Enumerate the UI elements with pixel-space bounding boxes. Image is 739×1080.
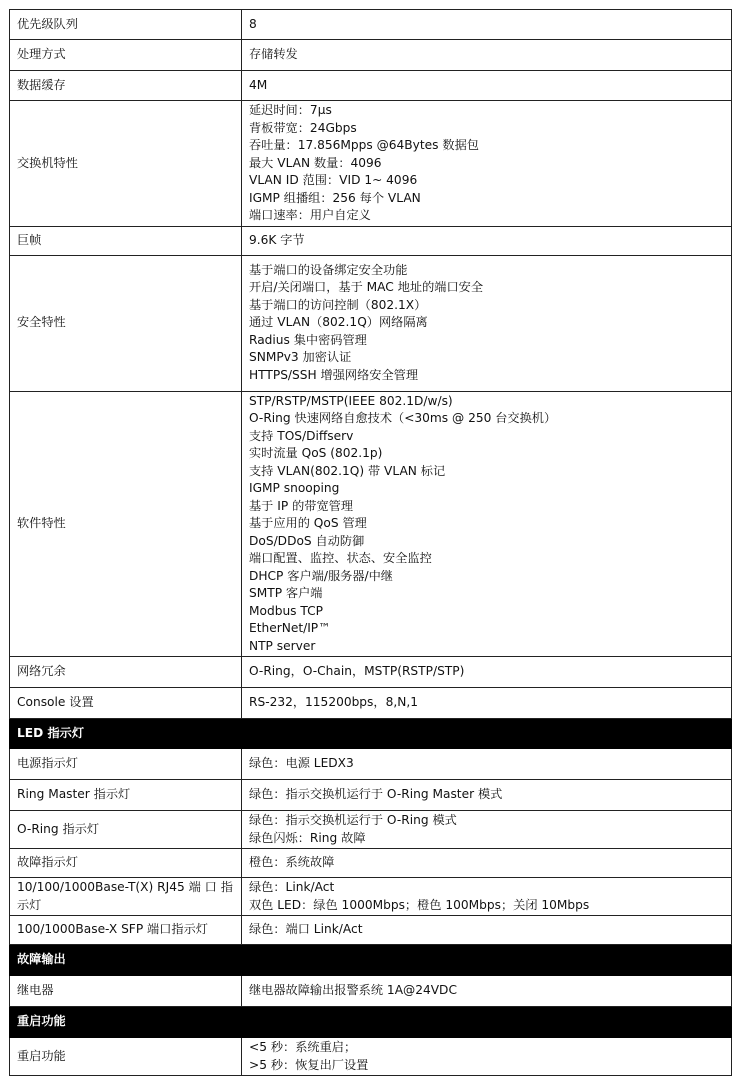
spec-label-cell bbox=[10, 226, 242, 255]
spec-label: 100/1000Base-X SFP 端口指示灯 bbox=[17, 922, 208, 937]
spec-value-line: 端口速率：用户自定义 bbox=[249, 208, 371, 222]
spec-label-cell bbox=[10, 849, 242, 878]
spec-value-line: IGMP snooping bbox=[249, 481, 340, 495]
spec-row bbox=[10, 976, 732, 1007]
spec-value-line: SNMPv3 加密认证 bbox=[249, 350, 352, 365]
spec-value-line: 绿色：端口 Link/Act bbox=[249, 922, 363, 937]
spec-label-cell bbox=[10, 71, 242, 101]
spec-value-cell bbox=[242, 657, 732, 688]
spec-value-line: DHCP 客户端/服务器/中继 bbox=[249, 568, 393, 583]
spec-value-line: 双色 LED：绿色 1000Mbps；橙色 100Mbps；关闭 10Mbps bbox=[249, 897, 590, 912]
spec-value-line: O-Ring，O-Chain，MSTP(RSTP/STP) bbox=[249, 664, 465, 679]
spec-label: 数据缓存 bbox=[17, 77, 66, 92]
spec-label: 10/100/1000Base-T(X) RJ45 端 口 指示灯 bbox=[17, 880, 233, 912]
spec-row bbox=[10, 71, 732, 101]
spec-row bbox=[10, 10, 732, 40]
spec-label-cell bbox=[10, 255, 242, 391]
spec-value-line: <5 秒：系统重启； bbox=[249, 1040, 357, 1054]
spec-label: 处理方式 bbox=[17, 47, 66, 62]
spec-value-line: O-Ring 快速网络自愈技术（<30ms @ 250 台交换机） bbox=[249, 411, 557, 425]
section-header-row bbox=[10, 1007, 732, 1038]
spec-value-line: 继电器故障输出报警系统 1A@24VDC bbox=[249, 983, 457, 998]
spec-value-line: 8 bbox=[249, 16, 257, 31]
spec-value-cell bbox=[242, 226, 732, 255]
spec-label: 优先级队列 bbox=[17, 16, 78, 31]
spec-value-line: 基于端口的访问控制（802.1X） bbox=[249, 297, 427, 312]
spec-label-cell bbox=[10, 976, 242, 1007]
spec-value-line: >5 秒：恢复出厂设置 bbox=[249, 1057, 369, 1072]
spec-value-line: 开启/关闭端口，基于 MAC 地址的端口安全 bbox=[249, 280, 484, 295]
spec-value-line: 通过 VLAN（802.1Q）网络隔离 bbox=[249, 315, 428, 330]
section-title: LED 指示灯 bbox=[10, 719, 732, 749]
spec-row bbox=[10, 657, 732, 688]
spec-label: O-Ring 指示灯 bbox=[17, 821, 100, 836]
spec-value-line: 吞吐量：17.856Mpps @64Bytes 数据包 bbox=[249, 138, 479, 152]
spec-row bbox=[10, 688, 732, 719]
spec-row bbox=[10, 226, 732, 255]
spec-label: 重启功能 bbox=[17, 1048, 66, 1063]
spec-value-line: Modbus TCP bbox=[249, 603, 323, 618]
spec-label: 软件特性 bbox=[17, 516, 66, 530]
spec-value-line: 4M bbox=[249, 77, 268, 92]
spec-value-line: 基于 IP 的带宽管理 bbox=[249, 498, 354, 513]
spec-label-cell bbox=[10, 749, 242, 780]
spec-value-cell bbox=[242, 10, 732, 40]
spec-value-line: HTTPS/SSH 增强网络安全管理 bbox=[249, 367, 419, 382]
spec-label: 交换机特性 bbox=[17, 155, 78, 170]
spec-table bbox=[9, 9, 732, 1076]
spec-value-line: 延迟时间：7μs bbox=[249, 103, 332, 117]
spec-label: Ring Master 指示灯 bbox=[17, 787, 131, 802]
spec-value-line: 实时流量 QoS (802.1p) bbox=[249, 446, 383, 460]
section-header-row bbox=[10, 945, 732, 976]
spec-value-line: 9.6K 字节 bbox=[249, 232, 305, 247]
spec-value-cell bbox=[242, 749, 732, 780]
spec-row bbox=[10, 849, 732, 878]
spec-value-line: 支持 TOS/Diffserv bbox=[249, 428, 354, 443]
spec-value-line: SMTP 客户端 bbox=[249, 586, 323, 600]
spec-label-cell bbox=[10, 811, 242, 849]
spec-label-cell bbox=[10, 657, 242, 688]
spec-row bbox=[10, 811, 732, 849]
spec-value-line: 最大 VLAN 数量：4096 bbox=[249, 155, 382, 170]
spec-value-line: 绿色：电源 LEDX3 bbox=[249, 756, 354, 771]
spec-value-cell bbox=[242, 1038, 732, 1076]
spec-value-line: 绿色闪烁：Ring 故障 bbox=[249, 830, 366, 845]
spec-value-cell bbox=[242, 71, 732, 101]
spec-value-line: 橙色：系统故障 bbox=[249, 855, 335, 870]
spec-label-cell bbox=[10, 10, 242, 40]
spec-row bbox=[10, 780, 732, 811]
spec-value-line: 绿色：指示交换机运行于 O-Ring Master 模式 bbox=[249, 787, 503, 802]
spec-label: Console 设置 bbox=[17, 695, 94, 710]
spec-value-line: 基于端口的设备绑定安全功能 bbox=[249, 262, 408, 277]
spec-label: 网络冗余 bbox=[17, 664, 66, 679]
spec-value-line: 绿色：指示交换机运行于 O-Ring 模式 bbox=[249, 813, 457, 827]
spec-row bbox=[10, 40, 732, 71]
section-title: 故障输出 bbox=[10, 945, 732, 976]
spec-value-line: STP/RSTP/MSTP(IEEE 802.1D/w/s) bbox=[249, 393, 453, 408]
spec-value-cell bbox=[242, 40, 732, 71]
spec-label-cell bbox=[10, 101, 242, 227]
spec-label-cell bbox=[10, 916, 242, 945]
spec-label: 安全特性 bbox=[17, 315, 66, 330]
spec-label: 巨帧 bbox=[17, 232, 42, 247]
spec-value-line: VLAN ID 范围：VID 1~ 4096 bbox=[249, 173, 418, 187]
spec-value-cell bbox=[242, 878, 732, 916]
spec-row bbox=[10, 391, 732, 657]
spec-row bbox=[10, 878, 732, 916]
section-title: 重启功能 bbox=[10, 1007, 732, 1038]
spec-label-cell bbox=[10, 40, 242, 71]
spec-value-line: EtherNet/IP™ bbox=[249, 621, 331, 635]
spec-value-line: 背板带宽：24Gbps bbox=[249, 120, 357, 135]
spec-label-cell bbox=[10, 780, 242, 811]
spec-value-cell bbox=[242, 391, 732, 657]
spec-value-line: DoS/DDoS 自动防御 bbox=[249, 533, 365, 548]
spec-value-line: NTP server bbox=[249, 638, 316, 653]
spec-row bbox=[10, 916, 732, 945]
spec-label-cell bbox=[10, 688, 242, 719]
section-header-row bbox=[10, 719, 732, 749]
spec-value-line: 端口配置、监控、状态、安全监控 bbox=[249, 551, 432, 565]
spec-row bbox=[10, 1038, 732, 1076]
spec-value-cell bbox=[242, 101, 732, 227]
spec-value-line: 存储转发 bbox=[249, 47, 298, 62]
spec-value-cell bbox=[242, 255, 732, 391]
spec-label: 电源指示灯 bbox=[17, 756, 78, 771]
spec-value-cell bbox=[242, 811, 732, 849]
spec-value-line: Radius 集中密码管理 bbox=[249, 332, 367, 347]
spec-value-cell bbox=[242, 916, 732, 945]
spec-row bbox=[10, 749, 732, 780]
spec-value-cell bbox=[242, 849, 732, 878]
spec-label-cell bbox=[10, 391, 242, 657]
spec-value-line: RS-232，115200bps，8,N,1 bbox=[249, 695, 418, 710]
spec-table-body bbox=[10, 10, 732, 1076]
spec-value-cell bbox=[242, 976, 732, 1007]
spec-label: 故障指示灯 bbox=[17, 855, 78, 870]
spec-value-cell bbox=[242, 688, 732, 719]
spec-row bbox=[10, 255, 732, 391]
spec-label-cell bbox=[10, 1038, 242, 1076]
spec-value-line: 基于应用的 QoS 管理 bbox=[249, 516, 367, 530]
spec-value-line: 支持 VLAN(802.1Q) 带 VLAN 标记 bbox=[249, 463, 446, 478]
spec-value-line: IGMP 组播组：256 每个 VLAN bbox=[249, 190, 421, 205]
spec-label: 继电器 bbox=[17, 983, 54, 998]
spec-row bbox=[10, 101, 732, 227]
spec-value-line: 绿色：Link/Act bbox=[249, 880, 335, 894]
spec-label-cell bbox=[10, 878, 242, 916]
spec-value-cell bbox=[242, 780, 732, 811]
